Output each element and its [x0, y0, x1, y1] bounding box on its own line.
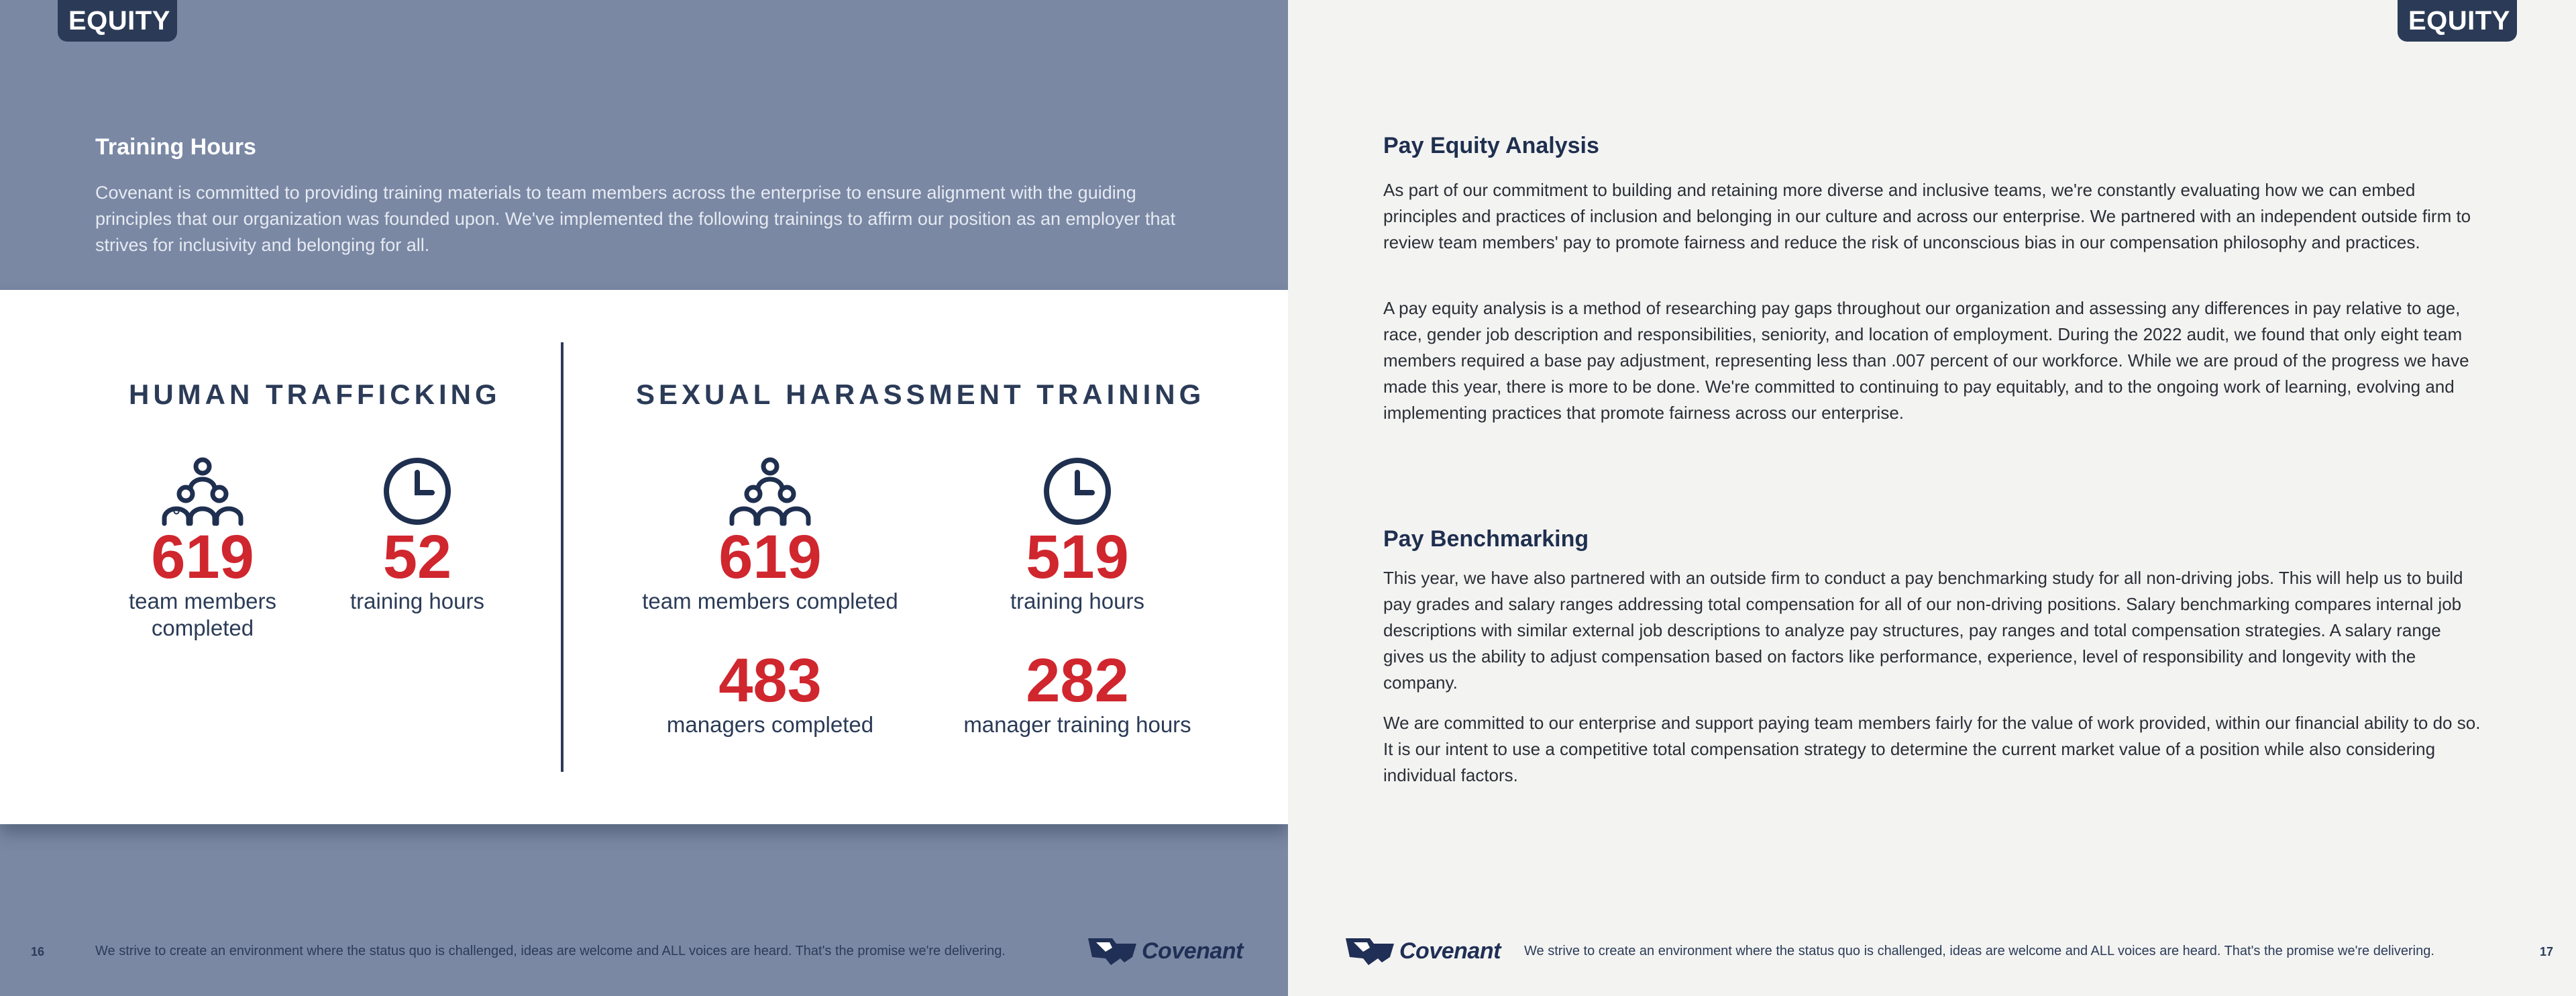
sh-team-members-value: 619 [718, 523, 822, 591]
page-number-right: 17 [2540, 945, 2554, 958]
covenant-logo-left [1085, 934, 1243, 968]
ht-team-members-label-1: team members [128, 589, 277, 613]
pay-equity-heading: Pay Equity Analysis [1383, 133, 1599, 158]
page-number-left: 16 [31, 945, 45, 958]
people-icon [160, 456, 245, 526]
pay-equity-paragraph-1: As part of our commitment to building and retaining more diverse and inclusive teams, we're constantly evaluating how we can embed principles and practices of inclusion and belonging in our culture and across our enterprise. We partnered with an independent outside firm to review team members' pay to promote fairness and reduce the risk of unconscious bias in our compensation philosophy and practices. [1383, 180, 2471, 252]
covenant-mark-icon [1085, 934, 1139, 968]
pay-equity-paragraph-2: A pay equity analysis is a method of researching pay gaps throughout our organization and assessing any differences in pay relative to age, race, gender job description and responsibilities, seniority, and location of employment. During the 2022 audit, we found that only eight team members required a base pay adjustment, representing less than .007 percent of our workforce. While we are proud of the progress we have made this year, there is more to be done. We're committed to continuing to pay equitably, and to the ongoing work of learning, evolving and implementing practices that promote fairness across our enterprise. [1383, 298, 2469, 423]
sh-team-members-label: team members completed [642, 589, 898, 613]
footer-tagline-right: We strive to create an environment where the status quo is challenged, ideas are welcome and ALL voices are heard. That's the promise we're delivering. [1524, 944, 2434, 958]
sh-manager-hours-stat [930, 646, 1225, 738]
sh-team-members-stat [623, 456, 918, 615]
pay-benchmarking-paragraph-2: We are committed to our enterprise and support paying team members fairly for the value of work provided, within our financial ability to do so. It is our intent to use a competitive total compensation strategy to determine the current market value of a position while also considering individual factors. [1383, 713, 2481, 785]
ht-training-hours-value: 52 [382, 523, 452, 591]
ht-team-members-value: 619 [151, 523, 254, 591]
ht-training-hours-stat [337, 456, 498, 615]
ht-team-members-label-2: completed [151, 615, 254, 640]
clock-icon [382, 456, 452, 526]
sh-manager-hours-value: 282 [1026, 646, 1129, 715]
pay-benchmarking-paragraph-1: This year, we have also partnered with an outside firm to conduct a pay benchmarking study for all non-driving jobs. This will help us to build pay grades and salary ranges addressing total compensation for all of our non-driving positions. Salary benchmarking compares internal job descriptions with similar external job descriptions to analyze pay structures, pay ranges and total compensation strategies. A salary range gives us the ability to adjust compensation based on factors like performance, experience, level of responsibility and longevity with the company. [1383, 568, 2463, 693]
ht-team-members-stat [122, 456, 283, 642]
logo-wordmark-left: Covenant [1142, 938, 1243, 964]
sh-training-hours-label: training hours [1010, 589, 1144, 613]
covenant-logo-right [1343, 934, 1501, 968]
sh-managers-completed-value: 483 [718, 646, 822, 715]
training-hours-intro: Covenant is committed to providing training materials to team members across the enterprise to ensure alignment with the guiding principles that our organization was founded upon. We've implemented the following trainings to affirm our position as an employer that strives for inclusivity and belonging for all. [95, 183, 1176, 255]
covenant-mark-icon [1343, 934, 1397, 968]
section-tab-left: EQUITY [58, 0, 177, 42]
people-icon [728, 456, 812, 526]
sh-training-hours-value: 519 [1026, 523, 1129, 591]
sh-managers-completed-label: managers completed [666, 712, 874, 737]
sexual-harassment-heading: SEXUAL HARASSMENT TRAINING [636, 379, 1205, 410]
footer-tagline-left: We strive to create an environment where the status quo is challenged, ideas are welcome and ALL voices are heard. That's the promise we're delivering. [95, 944, 1006, 958]
section-tab-right: EQUITY [2398, 0, 2517, 42]
sh-manager-hours-label: manager training hours [963, 712, 1191, 737]
human-trafficking-heading: HUMAN TRAFFICKING [129, 379, 501, 410]
training-hours-title: Training Hours [95, 134, 256, 160]
sh-managers-completed-stat [623, 646, 918, 738]
section-divider [561, 342, 564, 772]
sh-training-hours-stat [930, 456, 1225, 615]
ht-training-hours-label: training hours [350, 589, 484, 613]
clock-icon [1042, 456, 1112, 526]
logo-wordmark-right: Covenant [1399, 938, 1501, 964]
pay-benchmarking-heading: Pay Benchmarking [1383, 526, 1589, 552]
